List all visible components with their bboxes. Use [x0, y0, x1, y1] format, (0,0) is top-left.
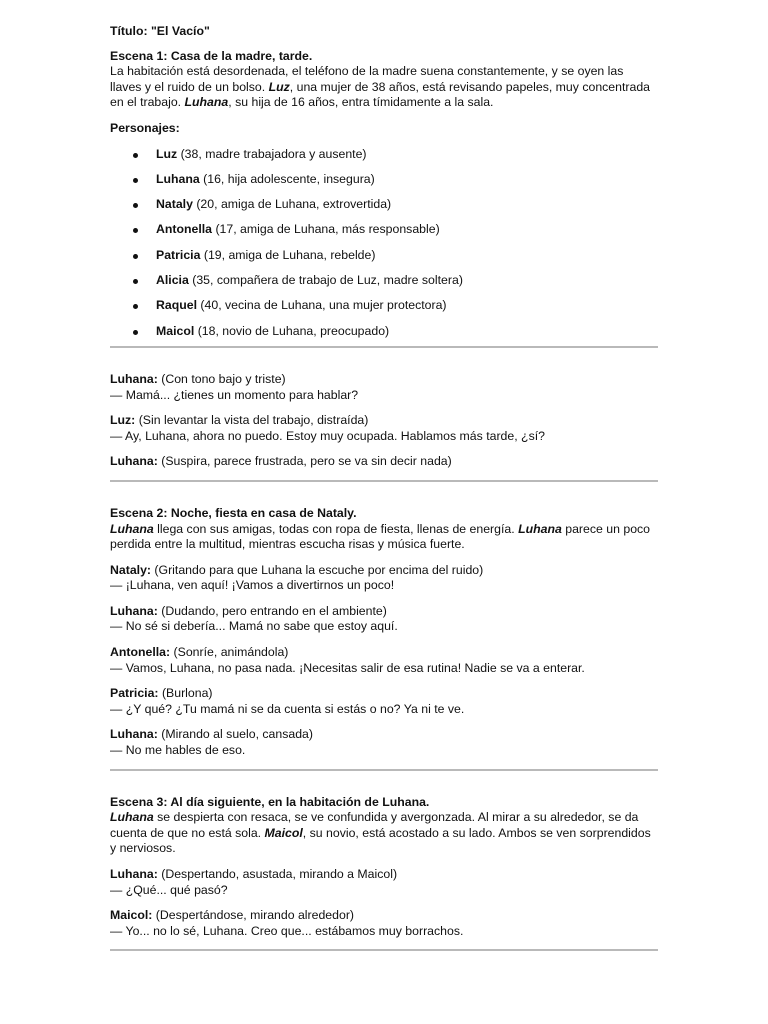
stage-direction: (Gritando para que Luhana la escuche por encima del ruido) — [151, 562, 484, 577]
speaker-name: Luhana: — [110, 371, 158, 386]
dialogue-line: — ¿Y qué? ¿Tu mamá ni se da cuenta si estás o no? Ya ni te ve. — [110, 701, 465, 716]
scene-1-heading: Escena 1: Casa de la madre, tarde. — [110, 48, 313, 63]
list-item — [110, 222, 658, 247]
dialogue-entry — [110, 686, 658, 717]
scene-3-desc-name: Maicol — [264, 825, 303, 840]
character-name: Patricia — [156, 247, 201, 262]
scene-1-desc-text: La habitación está desordenada, el teléfono de la madre suena constantemente, y se oyen las llaves y el ruido de un bolso. — [110, 64, 624, 94]
character-name: Alicia — [156, 273, 189, 288]
character-desc: (20, amiga de Luhana, extrovertida) — [192, 197, 392, 212]
stage-direction: (Despertándose, mirando alrededor) — [152, 908, 355, 923]
scene-2-desc-text: llega con sus amigas, todas con ropa de fiesta, llenas de energía. — [153, 521, 519, 536]
scene-1-desc-name: Luhana — [184, 95, 229, 110]
speaker-name: Luhana: — [110, 454, 158, 469]
speaker-name: Patricia: — [110, 686, 159, 701]
characters-heading: Personajes: — [110, 120, 180, 135]
character-desc: (17, amiga de Luhana, más responsable) — [212, 222, 440, 237]
speaker-name: Maicol: — [110, 908, 153, 923]
stage-direction: (Con tono bajo y triste) — [157, 371, 286, 386]
character-name: Nataly — [156, 197, 193, 212]
dialogue-line: — No me hables de eso. — [110, 743, 246, 758]
character-desc: (38, madre trabajadora y ausente) — [177, 146, 367, 161]
scene-1-description — [110, 64, 658, 111]
scene-1-desc-name: Luz — [268, 79, 290, 94]
character-desc: (16, hija adolescente, insegura) — [199, 171, 375, 186]
scene-2-description — [110, 522, 658, 553]
dialogue-entry — [110, 727, 658, 758]
scene-3 — [110, 795, 658, 857]
stage-direction: (Sonríe, animándola) — [170, 645, 289, 660]
dialogue-entry — [110, 372, 658, 403]
character-list — [110, 147, 658, 349]
scene-3-desc-name: Luhana — [110, 810, 154, 825]
stage-direction: (Despertando, asustada, mirando a Maicol) — [157, 867, 398, 881]
character-desc: (40, vecina de Luhana, una mujer protectora) — [197, 298, 447, 313]
character-desc: (35, compañera de trabajo de Luz, madre soltera) — [188, 273, 463, 288]
character-name: Luz — [156, 146, 178, 161]
scene-2-desc-name: Luhana — [518, 521, 562, 536]
screenplay-document — [110, 24, 658, 951]
dialogue-line: — Vamos, Luhana, no pasa nada. ¡Necesitas salir de esa rutina! Nadie se va a enterar. — [110, 660, 585, 675]
scene-3-desc-text: , su novio, está acostado a su lado. Ambos se ven sorprendidos y nerviosos. — [110, 825, 651, 856]
list-item — [110, 273, 658, 298]
scene-1-desc-text: , su hija de 16 años, entra tímidamente a la sala. — [228, 95, 494, 110]
scene-2-desc-text: parece un poco perdida entre la multitud, mientras escucha risas y música fuerte. — [110, 521, 651, 552]
scene-2 — [110, 506, 658, 553]
speaker-name: Luhana: — [110, 603, 158, 618]
dialogue-entry — [110, 604, 658, 635]
scene-3-heading: Escena 3: Al día siguiente, en la habitación de Luhana. — [110, 794, 430, 809]
stage-direction: (Dudando, pero entrando en el ambiente) — [157, 603, 387, 618]
stage-direction: (Sin levantar la vista del trabajo, distraída) — [135, 413, 369, 428]
scene-2-heading: Escena 2: Noche, fiesta en casa de Nataly. — [110, 505, 357, 520]
scene-3-description — [110, 810, 658, 857]
character-desc: (18, novio de Luhana, preocupado) — [194, 323, 390, 338]
list-item — [110, 147, 658, 172]
dialogue-entry — [110, 413, 658, 444]
dialogue-entry — [110, 908, 658, 939]
dialogue-entry — [110, 454, 658, 470]
dialogue-line: — No sé si debería... Mamá no sabe que estoy aquí. — [110, 619, 398, 634]
dialogue-entry — [110, 867, 658, 898]
section-divider — [110, 769, 658, 771]
list-item — [110, 172, 658, 197]
dialogue-line: — Ay, Luhana, ahora no puedo. Estoy muy ocupada. Hablamos más tarde, ¿sí? — [110, 428, 545, 443]
speaker-name: Luhana: — [110, 727, 158, 742]
section-divider — [110, 480, 658, 482]
scene-2-desc-name: Luhana — [110, 521, 154, 536]
dialogue-line: — ¡Luhana, ven aquí! ¡Vamos a divertirnos un poco! — [110, 578, 395, 593]
dialogue-line: — Yo... no lo sé, Luhana. Creo que... estábamos muy borrachos. — [110, 923, 464, 938]
scene-1 — [110, 49, 658, 111]
dialogue-line: — Mamá... ¿tienes un momento para hablar? — [110, 387, 359, 402]
list-item — [110, 248, 658, 273]
speaker-name: Luhana: — [110, 867, 158, 881]
list-item — [110, 197, 658, 222]
dialogue-line: — ¿Qué... qué pasó? — [110, 882, 228, 897]
speaker-name: Luz: — [110, 413, 136, 428]
stage-direction: (Mirando al suelo, cansada) — [157, 727, 313, 742]
list-item — [110, 298, 658, 323]
speaker-name: Nataly: — [110, 562, 152, 577]
character-desc: (19, amiga de Luhana, rebelde) — [200, 247, 376, 262]
speaker-name: Antonella: — [110, 645, 171, 660]
section-divider — [110, 949, 658, 951]
character-name: Raquel — [156, 298, 197, 313]
dialogue-entry — [110, 563, 658, 594]
document-title: Título: "El Vacío" — [110, 24, 210, 38]
stage-direction: (Burlona) — [158, 686, 213, 701]
character-name: Luhana — [156, 171, 200, 186]
dialogue-entry — [110, 645, 658, 676]
scene-3-desc-text: se despierta con resaca, se ve confundida y avergonzada. Al mirar a su alrededor, se da cuenta de que no está sola. — [110, 810, 639, 840]
list-item — [110, 324, 658, 349]
scene-1-desc-text: , una mujer de 38 años, está revisando papeles, muy concentrada en el trabajo. — [110, 79, 651, 110]
stage-direction: (Suspira, parece frustrada, pero se va sin decir nada) — [157, 454, 452, 469]
character-name: Maicol — [156, 323, 195, 338]
character-name: Antonella — [156, 222, 213, 237]
